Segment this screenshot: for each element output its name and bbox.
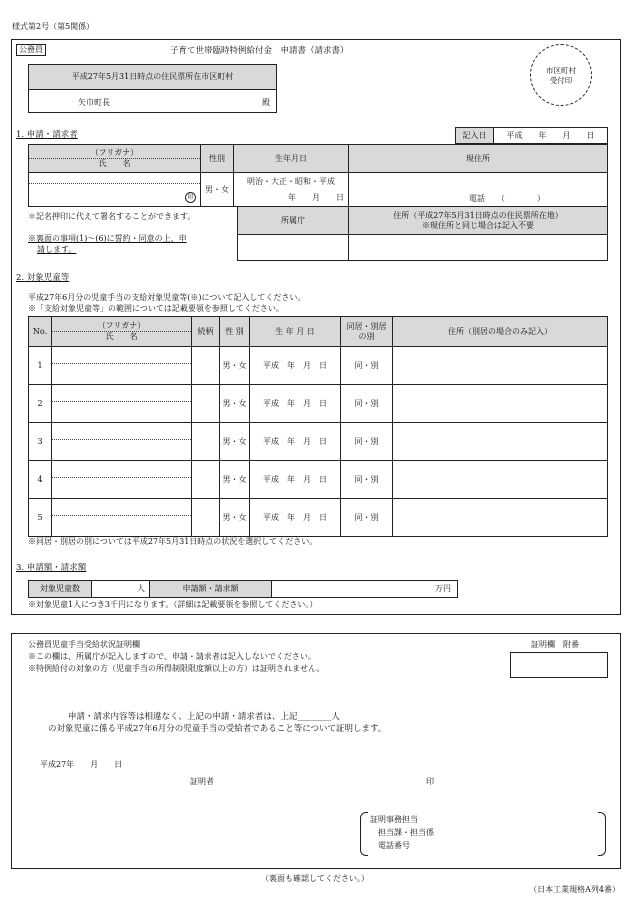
address-header: 現住所: [349, 145, 608, 173]
section1-heading: 1. 申請・請求者: [16, 130, 78, 140]
cert-body-1: 申請・請求内容等は相違なく、上記の申請・請求者は、上記________人: [68, 712, 340, 722]
applicant-sex-field[interactable]: 男・女: [201, 173, 234, 207]
contact-dept: 担当課・担当係: [378, 828, 434, 837]
row-no: 1: [29, 347, 52, 385]
row-sex-field[interactable]: 男・女: [220, 461, 250, 499]
form-number: 様式第2号（第5関係）: [12, 22, 95, 31]
dono-label: 殿: [262, 98, 270, 107]
applicant-name-field[interactable]: [29, 173, 201, 207]
phone-label: 電話 （ ）: [469, 194, 545, 204]
birth-header: 生年月日: [234, 145, 349, 173]
applicant-name-header: [29, 145, 201, 173]
koumuin-label: 公務員: [16, 44, 46, 56]
contact-bracket-left: [360, 812, 368, 856]
row-name-field[interactable]: [52, 499, 192, 537]
mayor-label: 矢巾町長: [78, 98, 110, 107]
col-address: 住所（別居の場合のみ記入）: [393, 317, 608, 347]
applicant-birth-field[interactable]: [234, 173, 349, 207]
row-relation-field[interactable]: [192, 385, 220, 423]
seal-mark: 印: [185, 192, 196, 203]
row-cohabit-field[interactable]: 同・別: [341, 385, 393, 423]
section2-heading: 2. 対象児童等: [16, 273, 70, 283]
contact-phone: 電話番号: [378, 841, 410, 850]
children-note-2: ※「支給対象児童等」の範囲については記載要領を参照してください。: [28, 304, 284, 313]
affiliation-header: 所属庁: [238, 207, 349, 235]
row-name-field[interactable]: [52, 385, 192, 423]
residence-address-field[interactable]: [349, 235, 608, 261]
residence-address-header: [349, 207, 608, 235]
col-cohabit-1: 同居・別居: [346, 321, 387, 331]
cohabit-footnote: ※同居・別居の別については平成27年5月31日時点の状況を選択してください。: [28, 537, 318, 546]
row-sex-field[interactable]: 男・女: [220, 347, 250, 385]
row-address-field[interactable]: [393, 347, 608, 385]
form-title: 子育て世帯臨時特例給付金 申請書（請求書）: [170, 46, 349, 56]
col-cohabit-2: の別: [358, 331, 375, 341]
row-relation-field[interactable]: [192, 423, 220, 461]
col-cohabit: [341, 317, 393, 347]
entry-date-field[interactable]: 平成 年 月 日: [494, 128, 608, 144]
residence-field[interactable]: [28, 89, 277, 113]
signature-note: ＊記名押印に代えて署名することができます。: [28, 212, 196, 221]
col-birth: 生 年 月 日: [250, 317, 341, 347]
row-no: 4: [29, 461, 52, 499]
row-birth-field[interactable]: 平成 年 月 日: [250, 499, 341, 537]
col-relation: 続柄: [192, 317, 220, 347]
row-cohabit-field[interactable]: 同・別: [341, 347, 393, 385]
certifier-seal: 印: [426, 777, 434, 786]
cert-number-field[interactable]: [510, 652, 608, 678]
stamp-line-2: 受付印: [549, 76, 573, 85]
contact-tanto: 証明事務担当: [370, 815, 418, 824]
residence-title: 平成27年5月31日時点の住民票所在市区町村: [28, 64, 277, 90]
row-address-field[interactable]: [393, 423, 608, 461]
children-table: [28, 316, 608, 537]
table-row: [29, 499, 608, 537]
row-cohabit-field[interactable]: 同・別: [341, 499, 393, 537]
row-name-field[interactable]: [52, 461, 192, 499]
col-furigana: （フリガナ）: [52, 321, 191, 332]
col-shimei: 氏 名: [105, 332, 138, 341]
amount-label: 申請額・請求額: [150, 581, 272, 598]
cert-note-2: ※特例給付の対象の方（児童手当の所得制限限度額以上の方）は証明されません。: [28, 664, 325, 673]
amount-field[interactable]: 万円: [272, 581, 458, 598]
cert-date: 平成27年 月 日: [40, 760, 123, 769]
row-birth-field[interactable]: 平成 年 月 日: [250, 347, 341, 385]
col-sex: 性 別: [220, 317, 250, 347]
paper-spec: （日本工業規格A列4番）: [529, 885, 620, 894]
children-note-1: 平成27年6月分の児童手当の支給対象児童等(※)について記入してください。: [28, 293, 306, 302]
table-row: [29, 347, 608, 385]
row-cohabit-field[interactable]: 同・別: [341, 461, 393, 499]
row-relation-field[interactable]: [192, 461, 220, 499]
reception-stamp: [530, 44, 592, 106]
row-sex-field[interactable]: 男・女: [220, 499, 250, 537]
sex-header: 性別: [201, 145, 234, 173]
consent-note-2: 請します。: [37, 245, 77, 254]
row-relation-field[interactable]: [192, 347, 220, 385]
row-address-field[interactable]: [393, 461, 608, 499]
era-options: 明治・大正・昭和・平成: [247, 176, 335, 186]
row-address-field[interactable]: [393, 385, 608, 423]
row-no: 2: [29, 385, 52, 423]
row-name-field[interactable]: [52, 347, 192, 385]
col-name: [52, 317, 192, 347]
child-count-field[interactable]: 人: [92, 581, 150, 598]
row-birth-field[interactable]: 平成 年 月 日: [250, 385, 341, 423]
row-address-field[interactable]: [393, 499, 608, 537]
row-sex-field[interactable]: 男・女: [220, 423, 250, 461]
residence-address-note: ※現住所と同じ場合は記入不要: [422, 220, 534, 230]
cert-number-label: 証明欄 附番: [531, 640, 579, 649]
table-row: [29, 461, 608, 499]
name-label: 氏 名: [98, 159, 131, 168]
row-relation-field[interactable]: [192, 499, 220, 537]
row-cohabit-field[interactable]: 同・別: [341, 423, 393, 461]
row-birth-field[interactable]: 平成 年 月 日: [250, 423, 341, 461]
row-birth-field[interactable]: 平成 年 月 日: [250, 461, 341, 499]
amount-note: ※対象児童1人につき3千円になります。（詳細は記載要領を参照してください。）: [28, 600, 318, 609]
row-name-field[interactable]: [52, 423, 192, 461]
affiliation-field[interactable]: [238, 235, 349, 261]
consent-note-1: ※裏面の事項(1)～(6)に誓約・同意の上、申: [28, 234, 187, 243]
back-side-note: （裏面も確認してください。）: [261, 874, 369, 883]
certifier-label: 証明者: [190, 777, 214, 786]
furigana-label: （フリガナ）: [29, 148, 200, 159]
table-row: [29, 423, 608, 461]
child-count-label: 対象児童数: [29, 581, 92, 598]
current-address-field[interactable]: [349, 173, 608, 207]
table-row: [29, 385, 608, 423]
section3-heading: 3. 申請額・請求額: [16, 563, 87, 573]
row-sex-field[interactable]: 男・女: [220, 385, 250, 423]
col-no: No.: [29, 317, 52, 347]
birth-ymd: 年 月 日: [288, 192, 344, 202]
cert-title: 公務員児童手当受給状況証明欄: [28, 640, 140, 649]
residence-address-title: 住所（平成27年5月31日時点の住民票所在地）: [393, 210, 563, 220]
row-no: 5: [29, 499, 52, 537]
cert-body-2: の対象児童に係る平成27年6月分の児童手当の受給者であること等について証明します。: [48, 724, 387, 734]
row-no: 3: [29, 423, 52, 461]
cert-note-1: ※この欄は、所属庁が記入しますので、申請・請求者は記入しないでください。: [28, 652, 316, 661]
stamp-line-1: 市区町村: [546, 66, 576, 75]
entry-date-label: 記入日: [456, 128, 494, 144]
contact-bracket-right: [598, 812, 606, 856]
